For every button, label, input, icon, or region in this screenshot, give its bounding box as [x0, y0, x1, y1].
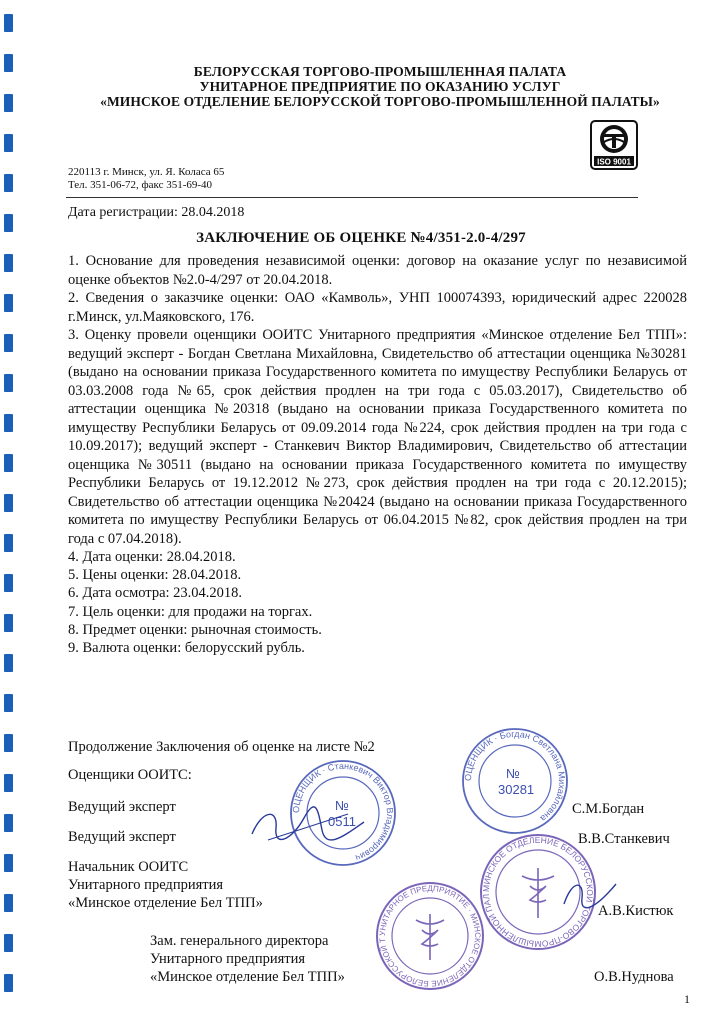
- item-3: 3. Оценку провели оценщики ООИТС Унитарного предприятия «Минское отделение Бел ТПП»: ведущий эксперт - Богдан Светлана Михайловна, Свидетельство об аттестации оценщика №30281 (выдано на основании приказа Государственного комитета по имуществу Республики Беларусь от 03.03.2008 года №65, срок действия продлен на три года с 05.03.2017), Свидетельство об аттестации оценщика №20318 (выдано на основании приказа Государственного комитета по имуществу Республики Беларусь от 09.09.2014 года №224, срок действия продлен на три года с 10.09.2017); ведущий эксперт - Станкевич Виктор Владимирович, Свидетельство об аттестации оценщика №30511 (выдано на основании приказа Государственного комитета по имуществу Республики Беларусь от 19.12.2012 №273, срок действия продлен на три года с 20.12.2015); Свидетельство об аттестации оценщика №20424 (выдано на основании приказа Государственного комитета по имуществу Республики Беларусь от 06.04.2015 №82, срок действия продлен на три года с 07.04.2018).: [68, 327, 687, 547]
- binder-hole: [4, 574, 13, 592]
- head-name: А.В.Кистюк: [598, 903, 674, 919]
- binder-hole: [4, 134, 13, 152]
- stamp-number-sign: №: [506, 766, 520, 781]
- lead-expert-1-name: С.М.Богдан: [572, 801, 645, 817]
- deputy-role: [150, 932, 345, 986]
- binder-hole: [4, 174, 13, 192]
- stamp-ring-text: ОЦЕНЩИК · Станкевич Виктор Владимирович: [290, 760, 396, 864]
- letterhead-line-3: «МИНСКОЕ ОТДЕЛЕНИЕ БЕЛОРУССКОЙ ТОРГОВО-ПРОМЫШЛЕННОЙ ПАЛАТЫ»: [100, 94, 660, 109]
- appraiser-stamp-bogdan: [460, 726, 570, 841]
- head-role-line-2: Унитарного предприятия: [68, 877, 224, 893]
- lead-expert-2-name: В.В.Станкевич: [578, 831, 670, 847]
- head-role: [68, 858, 263, 912]
- page-number: 1: [684, 992, 690, 1006]
- deputy-role-line-1: Зам. генерального директора: [150, 933, 329, 949]
- document-body: [68, 252, 687, 657]
- organization-address: [68, 166, 224, 192]
- binder-hole: [4, 414, 13, 432]
- binder-hole: [4, 614, 13, 632]
- letterhead: [60, 64, 700, 109]
- binder-hole: [4, 654, 13, 672]
- organization-stamp: [374, 880, 486, 997]
- iso-logo-icon: [590, 120, 638, 170]
- deputy-name: О.В.Нуднова: [594, 969, 674, 985]
- registration-date: Дата регистрации: 28.04.2018: [68, 205, 245, 220]
- binder-hole: [4, 494, 13, 512]
- caduceus-icon: [416, 914, 444, 960]
- item-5: 5. Цены оценки: 28.04.2018.: [68, 567, 242, 584]
- binder-hole: [4, 774, 13, 792]
- stamp-number: 30281: [498, 782, 535, 797]
- binder-hole: [4, 694, 13, 712]
- signature-stankevich: [248, 800, 368, 855]
- stamp-number: 0511: [328, 814, 356, 829]
- binder-hole: [4, 854, 13, 872]
- appraisers-label: Оценщики ООИТС:: [68, 767, 192, 783]
- item-9: 9. Валюта оценки: белорусский рубль.: [68, 640, 305, 657]
- iso-logo-label: ISO 9001: [597, 157, 631, 167]
- letterhead-line-2: УНИТАРНОЕ ПРЕДПРИЯТИЕ ПО ОКАЗАНИЮ УСЛУГ: [199, 79, 561, 94]
- binder-hole: [4, 894, 13, 912]
- document-title: ЗАКЛЮЧЕНИЕ ОБ ОЦЕНКЕ №4/351-2.0-4/297: [196, 230, 526, 246]
- header-divider: [66, 197, 638, 198]
- binder-hole: [4, 734, 13, 752]
- binder-hole: [4, 334, 13, 352]
- lead-expert-2-role: Ведущий эксперт: [68, 829, 176, 845]
- address-line-1: 220113 г. Минск, ул. Я. Коласа 65: [68, 166, 225, 178]
- stamp-number-sign: №: [335, 798, 349, 813]
- binder-hole: [4, 54, 13, 72]
- binder-hole: [4, 934, 13, 952]
- item-4: 4. Дата оценки: 28.04.2018.: [68, 549, 236, 565]
- signature-kistyuk: [560, 874, 620, 919]
- stamp-ring-text: МИНСКОЕ ОТДЕЛЕНИЕ БЕЛОРУССКОЙ ТОРГОВО-ПРОМЫШЛЕННОЙ ПАЛ: [480, 834, 596, 950]
- binder-hole: [4, 814, 13, 832]
- lead-expert-1-role: Ведущий эксперт: [68, 799, 176, 815]
- deputy-role-line-3: «Минское отделение Бел ТПП»: [150, 969, 345, 985]
- continuation-note: Продолжение Заключения об оценке на листе №2: [68, 739, 375, 755]
- caduceus-icon: [522, 868, 554, 918]
- binder-hole: [4, 14, 13, 32]
- item-7: 7. Цель оценки: для продажи на торгах.: [68, 603, 313, 620]
- letterhead-line-1: БЕЛОРУССКАЯ ТОРГОВО-ПРОМЫШЛЕННАЯ ПАЛАТА: [193, 64, 567, 79]
- binder-hole: [4, 254, 13, 272]
- item-1: 1. Основание для проведения независимой оценки: договор на оказание услуг по независимой оценке объектов №2.0-4/297 от 20.04.2018.: [68, 253, 687, 288]
- item-2: 2. Сведения о заказчике оценки: ОАО «Камволь», УНП 100074393, юридический адрес 220028 г.Минск, ул.Маяковского, 176.: [68, 290, 687, 325]
- binder-hole: [4, 974, 13, 992]
- binder-hole: [4, 454, 13, 472]
- item-6: 6. Дата осмотра: 23.04.2018.: [68, 585, 243, 602]
- stamp-ring-text: УНИТАРНОЕ ПРЕДПРИЯТИЕ · МИНСКОЕ ОТДЕЛЕНИЕ БЕЛОРУССКОЙ Т: [377, 883, 483, 989]
- deputy-role-line-2: Унитарного предприятия: [150, 951, 306, 967]
- binder-hole: [4, 534, 13, 552]
- binder-hole: [4, 94, 13, 112]
- binder-hole: [4, 374, 13, 392]
- item-8: 8. Предмет оценки: рыночная стоимость.: [68, 621, 322, 638]
- head-role-line-3: «Минское отделение Бел ТПП»: [68, 895, 263, 911]
- stamp-ring-text: ОЦЕНЩИК · Богдан Светлана Михайловна: [462, 728, 568, 824]
- head-role-line-1: Начальник ООИТС: [68, 859, 189, 875]
- address-line-2: Тел. 351-06-72, факс 351-69-40: [68, 179, 213, 191]
- binder-hole: [4, 294, 13, 312]
